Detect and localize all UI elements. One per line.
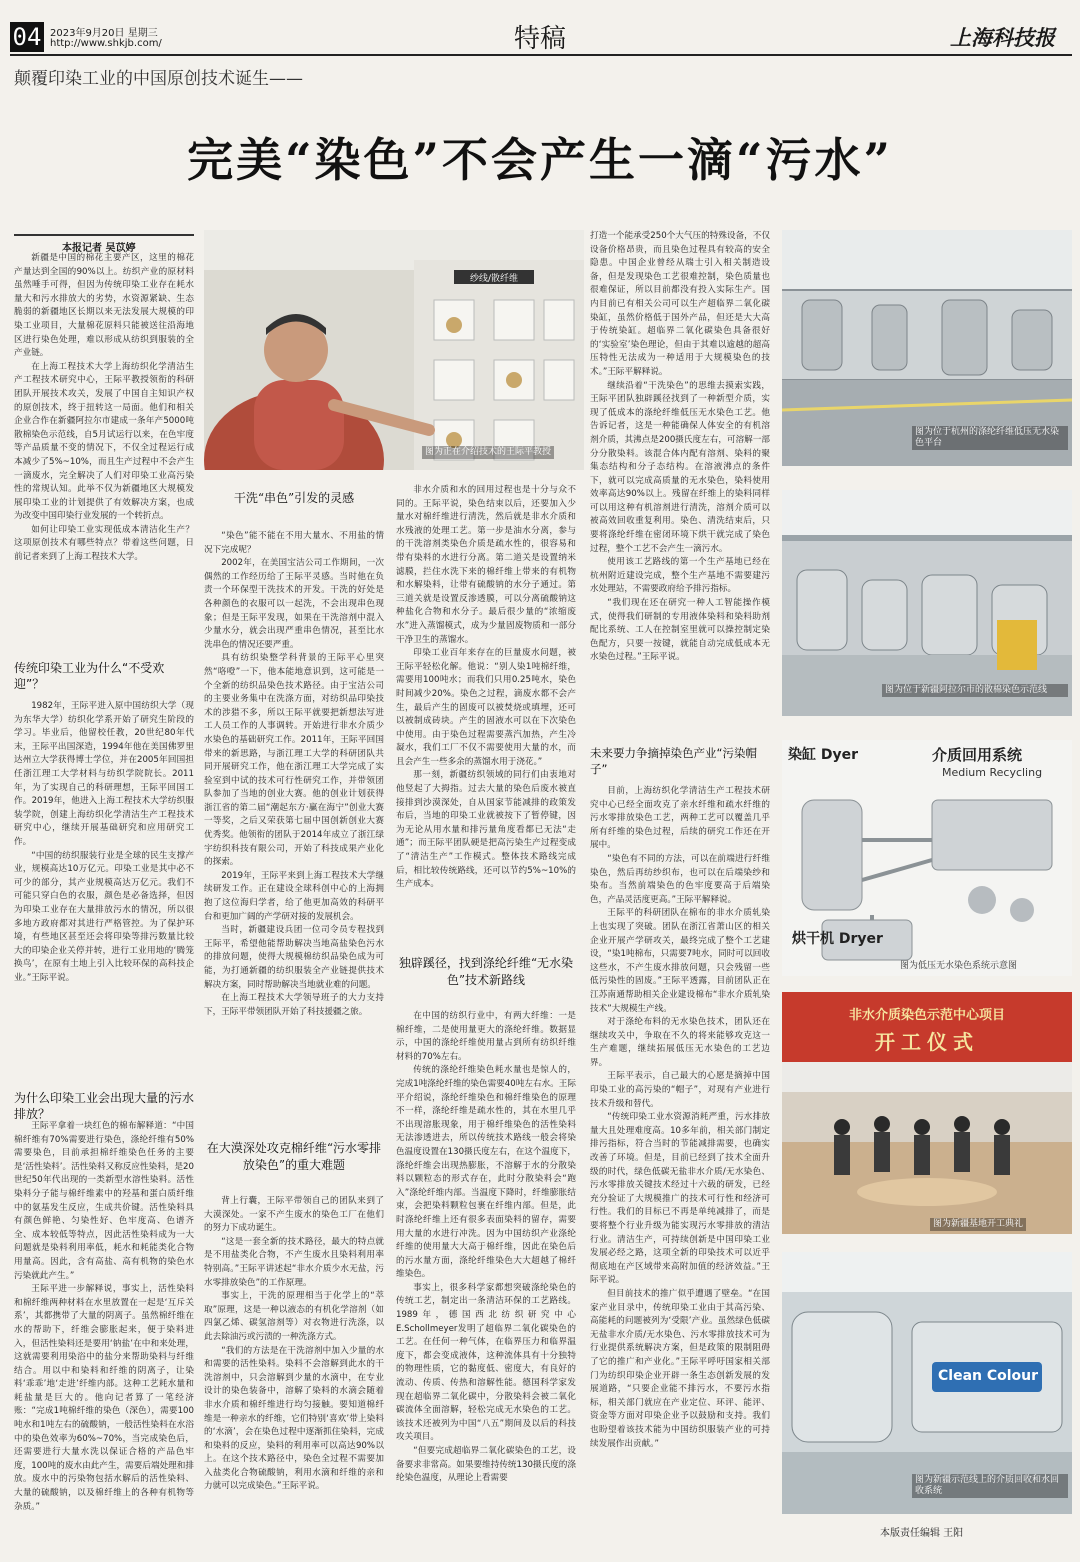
- subhead-text: 干洗“串色”引发的灵感: [233, 491, 355, 505]
- subhead-desert: [204, 1140, 384, 1174]
- paragraph: 非水介质和水的回用过程也是十分与众不同的。王际平说，染色结束以后，还要加入少量水对棉纤维进行清洗，然后就是非水介质和水残液的处理工艺。第一步是油水分离，参与的干洗溶剂类染色介质是疏水性的，很容易和带有染料的水进行分离。第二道关是设置纳米滤膜，拦住水洗下来的棉纤维上带来的有机物和水解染料，让带有硫酸钠的水分子通过。第三道关就是设置反渗透膜，可以分离硫酸钠这种盐化合物和水分子。最后很少量的“浓缩废水”进入蒸馏模式，成为少量固废物质和一部分干净卫生的蒸馏水。: [396, 485, 576, 645]
- banner-subtitle: 开工仪式: [875, 1030, 979, 1054]
- paragraph: 目前，上海纺织化学清洁生产工程技术研究中心已经全面攻克了亲水纤维和疏水纤维的污水零排放染色工艺，两种工艺可以覆盖几乎所有纤维的染色过程，后续的研究工作还在开展中。: [590, 786, 770, 851]
- paragraph: 在上海工程技术大学领导班子的大力支持下，王际平带领团队开始了科技援疆之旅。: [204, 993, 384, 1017]
- column-3-body: [396, 484, 576, 944]
- paragraph: “我们现在还在研究一种人工智能操作模式，使得我们研制的专用液体染料和染料助剂配比系统、工人在控制室里就可以操控制定染色配方，只要一按键，就能自动完成低成本无水染色过程。”王际平说。: [590, 598, 770, 663]
- subhead-text: 在大漠深处攻克棉纤维“污水零排放染色”的重大难题: [206, 1141, 382, 1172]
- column-4-body: [590, 230, 770, 730]
- paragraph: 新疆是中国的棉花主要产区，这里的棉花产量达到全国的90%以上。纺织产业的原材料虽然唾手可得，但因为传统印染工业存在耗水量大和污水排放大的劣势，水资源紧缺、生态脆弱的新疆地区长期以来无法发展大规模的印染工业项目，大量棉花原料只能被送往沿海地区进行染色处理，难以形成从纺织到服装的全产业链。: [14, 253, 194, 359]
- paragraph: 2002年，在美国宝洁公司工作期间，一次偶然的工作经历给了王际平灵感。当时他在负责一个环保型干洗技术的开发。干洗的好处是各种颜色的衣服可以一起洗，不会出现串色现象；但是王际平发现，如果在干洗溶剂中混入少量水分，就会出现严重串色情况，甚至比水洗串色的情况还要严重。: [204, 558, 384, 650]
- photo-sign-text: 纱线/散纤维: [469, 274, 519, 284]
- label-dyer: 染缸 Dyer: [788, 747, 859, 763]
- paragraph: 使用该工艺路线的第一个生产基地已经在杭州附近建设完成，整个生产基地不需要建污水处理站，不需要政府给予排污指标。: [590, 557, 770, 595]
- photo-system-diagram: [782, 740, 1072, 976]
- paragraph: “传统印染工业水资源消耗严重，污水排放量大且处理难度高。10多年前，相关部门制定排污指标，符合当时的节能减排需要，也确实改善了环境。但是，目前已经到了技术全面升级的时代，绿色低碳无盐非水介质/无水染色、污水零排放关键技术经过十六载的研发，已经充分验证了大规模推广的技术可行性和经济可行性。我们的目标已不再是单纯减排了，而是要将整个行业升级为能实现污水零排放的清洁行业。清洁生产，可持续创新是中国印染工业发展必经之路，这项全新的印染技术可以近乎彻底地在产区域带来高附加值的经济效益。”王际平说。: [590, 1112, 770, 1286]
- subhead-text: 独辟蹊径，找到涤纶纤维“无水染色”技术新路线: [398, 956, 574, 987]
- paragraph: “但要完成超临界二氧化碳染色的工艺，设备要求非常高。如果要维持传统130摄氏度的涤纶染色温度，从理论上看需要: [396, 1446, 576, 1484]
- photo-recovery-system: [782, 1252, 1072, 1514]
- banner-title: 非水介质染色示范中心项目: [848, 1008, 1005, 1023]
- subhead-polyester: [396, 955, 576, 989]
- paragraph: 传统的涤纶纤维染色耗水量也是惊人的，完成1吨涤纶纤维的染色需要40吨左右水。王际平介绍说，涤纶纤维染色和棉纤维染色的原理不一样，涤纶纤维是疏水性的，其在水里几乎不出现溶胀现象，用于棉纤维染色的活性染料无法渗透进去，所以传统技术路线一般会将染色温度设置在130摄氏度左右，在这个温度下，涤纶纤维会出现热膨胀，不溶解于水的分散染料以颗粒态的形式存在，此时分散染料会“跑入”涤纶纤维内部。当温度下降时，纤维膨胀结束，会把染料颗粒包裹在纤维内部。但是，此时涤纶纤维上还有很多表面染料的留存，需要用大量的水进行冲洗。因为中国纺织产业涤纶纤维的使用量大大高于棉纤维，因此在染色后的污水量方面，涤纶纤维染色大大超越了棉纤维染色。: [396, 1065, 576, 1280]
- photo-xinjiang-line: [782, 490, 1072, 716]
- paragraph: 事实上，很多科学家都想突破涤纶染色的传统工艺，制定出一条清洁环保的工艺路线。1989年，德国西北纺织研究中心E.Schollmeyer发明了超临界二氧化碳染色的工艺。在任何一种气体，在临界压力和临界温度下，都会变成液体，这种流体具有十分独特的物理性质，它的黏度低、密度大，有良好的流动、传质、传热和溶解性能。德国科学家发现在超临界二氧化碳中，分散染料会被二氧化碳流体全面溶解，轻松完成无水染色的工艺。该技术还被列为中国“八五”期间及以后的科技攻关项目。: [396, 1282, 576, 1443]
- paragraph: 打造一个能承受250个大气压的特殊设备，不仅设备价格昂贵，而且染色过程具有较高的安全隐患。中国企业曾经从瑞士引入相关制造设备，但是发现染色工艺很难控制，染色质量也很难保证，所以目前都没有投入实际生产。国内目前已有相关公司可以生产超临界二氧化碳染缸，虽然价格低于国外产品，但还是大大高于传统染缸。超临界二氧化碳染色具备很好的‘实验室’染色理论，但由于其难以逾越的超高压特性无法成为一种适用于大规模染色的技术。”王际平解释说。: [590, 231, 770, 377]
- site-url: http://www.shkjb.com/: [50, 38, 162, 49]
- photo-professor: [204, 230, 584, 470]
- page-editor: 本版责任编辑 王阳: [880, 1528, 964, 1539]
- headline: 完美“染色”不会产生一滴“污水”: [187, 133, 893, 187]
- column-4-tail: [590, 785, 770, 1550]
- photo-hangzhou-platform: [782, 230, 1072, 466]
- paragraph: 继续沿着“干洗染色”的思维去摸索实践，王际平团队独辟蹊径找到了一种新型介质，实现了低成本的涤纶纤维低压无水染色工艺。他告诉记者，这是一种能确保人体安全的有机溶剂介质，其沸点是200摄氏度左右，可溶解一部分分散染料。该混合体内配有溶剂、染料的聚集态结构和分子态结构。在溶液沸点的条件下，就可以完成高质量的无水染色，染料使用效率高达90%以上。残留在纤维上的染料同样可以用这种有机溶剂进行清洗，溶剂介质可以被高效回收重复利用。染色、清洗结束后，只要将涤纶纤维在密闭环境下烘干就完成了染色过程，整个工艺不会产生一滴污水。: [590, 380, 770, 554]
- photo-professor-art: [204, 230, 584, 470]
- paragraph: 王际平的科研团队在棉布的非水介质轧染上也实现了突破。团队在浙江省萧山区的相关企业开展产学研攻关，最终完成了整个工艺建设，“染1吨棉布，只需要7吨水，同时可以回收这些水，不产生废水排放问题，只会残留一些低污染性的固废。”王际平透露，目前团队正在江苏南通帮助相关企业建设棉布“非水介质轧染技术”大规模生产线。: [590, 908, 770, 1014]
- photo-caption: 图为新疆示范线上的介质回收和水回收系统: [912, 1474, 1068, 1498]
- column-1-body: [14, 700, 194, 1085]
- column-2-body: [204, 530, 384, 1125]
- paragraph: “我们的方法是在干洗溶剂中加入少量的水和需要的活性染料。染料不会溶解到此水的干洗溶剂中，只会溶解到少量的水滴中，在专业设计的染色装备中，溶解了染料的水滴会随着非水介质和棉纤维进行均匀接触。要知道棉纤维是一种亲水的纤维，它们特别‘喜欢’带上染料的‘水滴’，会在染色过程中逐渐抓住染料，完成和染料的反应，染料的利用率可以高达90%以上。在这个技术路径中，染色全过程不需要加入盐类化合物硫酸钠，利用水滴和纤维的亲和力就可以完成染色。”王际平说。: [204, 1345, 384, 1492]
- subhead-text: 传统印染工业为什么“不受欢迎”？: [14, 661, 165, 691]
- subhead-future: [590, 745, 770, 777]
- paragraph: 在中国的纺织行业中，有两大纤维：一是棉纤维，二是使用量更大的涤纶纤维。数据显示，中国的涤纶纤维使用量占到所有纺织纤维材料的70%左右。: [396, 1011, 576, 1062]
- paragraph: “染色有不同的方法，可以在前端进行纤维染色，然后再纺纱织布，也可以在后端染纱和染布。当然前端染色的色牢度要高于后端染色，产品灵活度更高。”王际平解释说。: [590, 853, 770, 905]
- paragraph: “染色”能不能在不用大量水、不用盐的情况下完成呢？: [204, 531, 384, 555]
- photo-ceremony: [782, 992, 1072, 1234]
- paragraph: “中国的纺织服装行业是全球的民生支撑产业，规模高达10万亿元。印染工业是其中必不可少的部分，其产业规模高达万亿元。我们不可能只穿白色的衣服，颜色是必备选择，但因为印染工业存在大量排放污水的情况，所以很多地方政府都对其进行严格管控。为了保护环境，有些地区甚至还会将印染等排污数量比较大的印染企业关停并转，进行工业用地的‘腾笼换鸟’，在原有土地上引入比较环保的高科技企业。”王际平说。: [14, 850, 194, 983]
- photo-caption: 图为位于新疆阿拉尔市的散棉染色示范线: [882, 684, 1068, 697]
- paragraph: 如何让印染工业实现低成本清洁化生产？这项原创技术有哪些特点？带着这些问题，日前记者来到了上海工程技术大学。: [14, 524, 194, 563]
- subhead-why-pollution: [14, 1090, 194, 1122]
- paragraph: 对于涤纶布料的无水染色技术，团队还在继续攻关中，争取在不久的将来能够攻克这一生产难题，继续拓展低压无水染色的工艺边界。: [590, 1017, 770, 1068]
- paragraph: 印染工业百年来存在的巨量废水问题，被王际平轻松化解。他说：“别人染1吨棉纤维，需要用100吨水；而我们只用0.25吨水，染色时间减少20%。染色之过程，滴废水都不会产生，最后产生的固废可以被焚烧或填埋，还可以被制成砖块。产生的固液水可以在下次染色中使用。由于染色过程需要蒸汽加热，产生冷凝水，我们工厂不仅不需要使用大量的水，而且会产生一些多余的蒸馏水用于浇花。”: [396, 648, 576, 767]
- kicker: 颠覆印染工业的中国原创技术诞生——: [14, 69, 303, 89]
- subhead-inspiration: [204, 490, 384, 507]
- issue-date: 2023年9月20日 星期三: [50, 28, 158, 39]
- masthead: 上海科技报: [950, 25, 1055, 50]
- label-recycle: 介质回用系统: [932, 746, 1023, 764]
- section-title: 特稿: [513, 24, 566, 54]
- subhead-text: 为什么印染工业会出现大量的污水排放？: [14, 1091, 195, 1121]
- page-number: 04: [10, 22, 44, 52]
- photo-caption: 图为低压无水染色系统示意图: [900, 961, 1018, 971]
- paragraph: 但目前技术的推广似乎遭遇了壁垒。“在国家产业目录中，传统印染工业由于其高污染、高能耗的问题被列为‘受限’产业。虽然绿色低碳无盐非水介质/无水染色、污水零排放技术可为行业提供系统解决方案，但是政策的限制阻碍了它的推广和产业化。”王际平呼吁国家相关部门为纺织印染企业开辟一条生态创新发展的发展道路，“只要企业能不排污水，不要污水指标，相关部门就应在产业定位、环评、能评、资金等方面对印染企业予以鼓励和支持。我们也盼望着该技术能为中国纺织服装产业的可持续发展作出贡献。”: [590, 1288, 770, 1449]
- paragraph: 那一刻，新疆纺织领域的同行们由衷地对他竖起了大拇指。过去大量的染色后废水被直接排到沙漠深处，自从国家节能减排的政策发布后，当地的印染工业就被按下了暂停键，因为无论从用水量和排污量角度看都已无法“走通”；而王际平团队硬是把高污染生产过程变成了“清洁生产”工作模式。整体技术路线完成后，相比较传统路线，还可以节约5%~10%的生产成本。: [396, 770, 576, 890]
- paragraph: 背上行囊，王际平带领自己的团队来到了大漠深处。一家不产生废水的染色工厂在他们的努力下成功诞生。: [204, 1196, 384, 1234]
- paragraph: 王际平表示，自己最大的心愿是摘掉中国印染工业的高污染的“帽子”，对现有产业进行技术升级和替代。: [590, 1071, 770, 1109]
- header-rule: [10, 54, 1072, 56]
- paragraph: 1982年，王际平进入原中国纺织大学（现为东华大学）纺织化学系开始了研究生阶段的学习。毕业后，他留校任教，20世纪80年代末，王际平出国深造，1994年他在美国佛罗里达州立大学获得博士学位，并在2005年回国担任浙江理工大学材料与纺织学院院长。2011年，为了实现自己的科研理想，王际平回国工作。2019年，他进入上海工程技术大学纺织服装学院，创建上海纺织化学清洁生产工程技术研究中心，继续开展基础研究和应用研究工作。: [14, 701, 194, 847]
- paragraph: 2019年，王际平来到上海工程技术大学继续研发工作。正在建设全球科创中心的上海拥抱了这位海归学者，给了他更加高效的科研平台和更加广阔的产学研对接的发展机会。: [204, 870, 384, 922]
- subhead-why-unpopular: [14, 660, 194, 692]
- paragraph: “这是一套全新的技术路径，最大的特点就是不用盐类化合物，不产生废水且染料利用率特别高。”王际平讲述起“非水介质少水无盐，污水零排放染色”的工作原理。: [204, 1236, 384, 1288]
- brand-label: Clean Colour: [938, 1368, 1039, 1384]
- paragraph: 在上海工程技术大学上海纺织化学清洁生产工程技术研究中心，王际平教授领衔的科研团队开展技术攻关，发展了中国自主知识产权的原创技术，终于扭转这一局面。他们和相关企业合作在新疆阿拉尔市建成一条年产5000吨散棉染色示范线，自5月试运行以来，在色牢度等产品质量不变的情况下，不仅全过程运行成本减少了5%~10%，而且生产过程中不会产生一滴废水，完全解决了人们对印染工业高污染性的常规认知。此举不仅为新疆地区大规模发展印染工业的计划提供了有效解决方案，也成为改变中国印染行业发展的一个转折点。: [14, 361, 194, 522]
- photo-caption: 图为正在介绍技术的王际平教授: [422, 446, 554, 459]
- column-1-intro: [14, 252, 194, 652]
- photo-caption: 图为位于杭州的涤纶纤维低压无水染色平台: [912, 426, 1068, 450]
- column-3-tail: [396, 1010, 576, 1550]
- subhead-text: 未来要力争摘掉染色产业“污染帽子”: [590, 746, 757, 776]
- label-recycle-en: Medium Recycling: [942, 766, 1043, 779]
- paragraph: 当时，新疆建设兵团一位司令员专程找到王际平，希望他能帮助解决当地高盐染色污水的排放问题，使得大规模棉纺织品染色成为可能，为打通新疆的纺织服装全产业链提供技术解决方案，同时帮助解决当地就业难的问题。: [204, 925, 384, 990]
- column-1-tail: [14, 1120, 194, 1550]
- byline: 本报记者 吴苡婷: [14, 234, 194, 254]
- paragraph: 王际平拿着一块红色的棉布解释道：“中国棉纤维有70%需要进行染色，涤纶纤维有50%需要染色，目前承担棉纤维染色任务的主要是‘活性染料’。活性染料又称反应性染料，是20世纪50年代出现的一类新型水溶性染料。活性染料分子能与棉纤维素中的羟基和蛋白质纤维中的氨基发生反应，生成共价键。活性染料具有颜色鲜艳、匀染性好、色牢度高、色谱齐全、成本较低等特点，因此活性染料成为一大问题就是染料利用率低，耗水和耗能类化合物用量高。因此，含有高盐、高有机物的染色水污染就此产生。”: [14, 1121, 194, 1281]
- paragraph: 事实上，干洗的原理相当于化学上的“萃取”原理，这是一种以液态的有机化学溶剂（如四氯乙烯、碳氢溶剂等）对衣物进行洗涤，以此去除油污或污渍的一种洗涤方式。: [204, 1291, 384, 1342]
- column-2-tail: [204, 1195, 384, 1550]
- photo-caption: 图为新疆基地开工典礼: [930, 1218, 1026, 1231]
- label-dryer: 烘干机 Dryer: [792, 931, 883, 947]
- photo-xinjiang-art: [782, 490, 1072, 716]
- paragraph: 王际平进一步解释说，事实上，活性染料和棉纤维两种材料在水里放置在一起是‘互斥关系’，其都携带了大量的阴离子。虽然棉纤维在水的帮助下，纤维会膨胀起来，便于染料进入，但活性染料还是要用‘钠盐’在中和来处理，这就需要利用染浴中的盐分来帮助染料与纤维结合。用以中和染料和纤维的阴离子，让染料‘乖乖’地‘走进’纤维内部。这种工艺耗水量和耗盐量是巨大的。他向记者算了一笔经济账：“完成1吨棉纤维的染色（深色），需要100吨水和1吨左右的硫酸钠，一般活性染料在水浴中的染色效率为60%~70%，当完成染色后，还需要进行大量水洗以保证合格的产品色牢度，100吨的废水由此产生，需要后端处理和排放。废水中的污染物包括水解后的活性染料、大量的硫酸钠，以及棉纤维上的各种有机物等杂质。”: [14, 1284, 194, 1512]
- page-header: [0, 0, 1080, 56]
- paragraph: 具有纺织染整学科背景的王际平心里突然“咯噔”一下，他本能地意识到，这可能是一个全新的纺织品染色技术路径。由于宝洁公司的主要业务集中在洗涤方面，对纺织品印染技术的涉猎不多，所以王际平就要把新想法写进工人员工作的人事调转。开始进行非水介质少水染色的基础研究工作。2011年，王际平回国带来的新思路，与浙江理工大学的科研团队共同开展研究工作，他在浙江理工大学完成了实验室到中试的技术可行性研究工作，并带领团队参加了当地的创业大赛。他的创业计划获得浙江省的第二届“潮起东方·赢在海宁”创业大赛一等奖，之后又荣获第七届中国创新创业大赛优秀奖。他领衔的团队于2014年成立了浙江绿宇纺织科技有限公司，开始了科技成果产业化的探索。: [204, 653, 384, 868]
